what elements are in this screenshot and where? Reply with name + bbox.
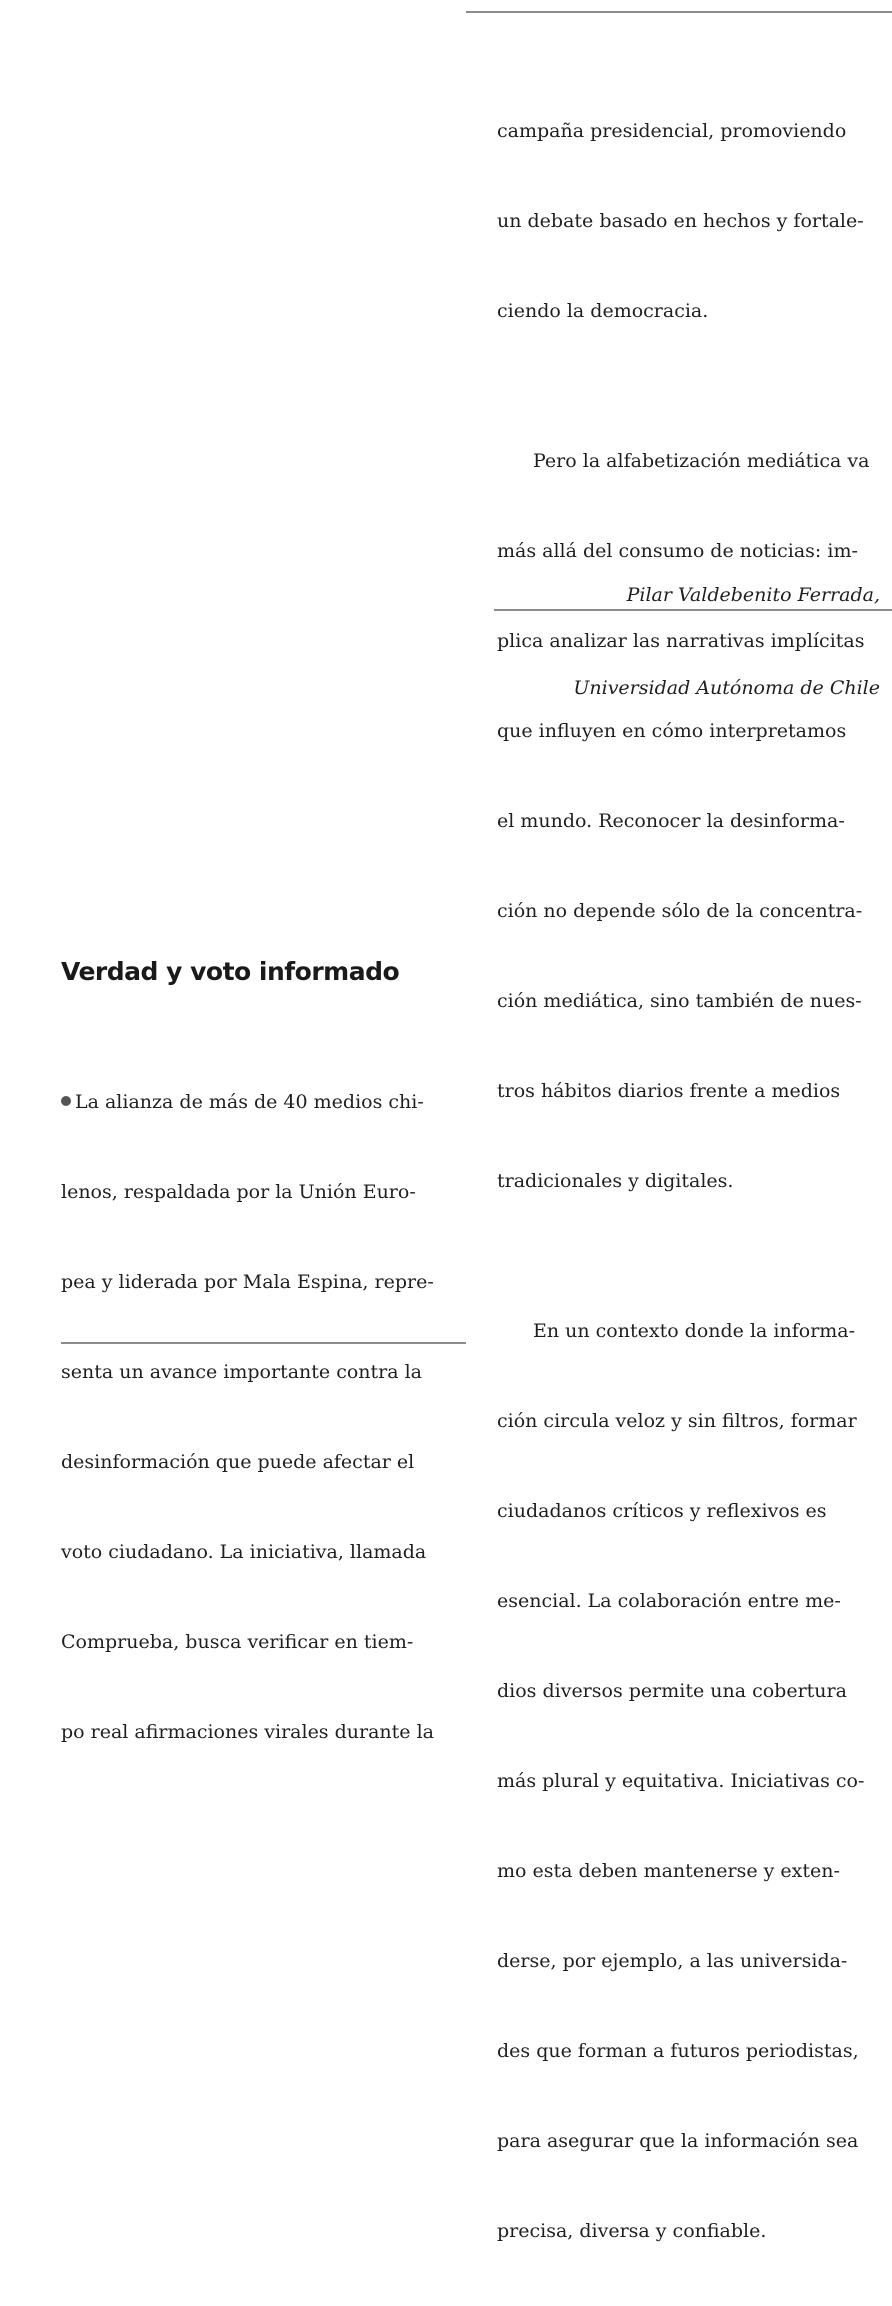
left-article-text <box>61 1027 466 1807</box>
right-column-text <box>497 56 892 2306</box>
text-line: más plural y equitativa. Iniciativas co- <box>497 1770 865 1792</box>
text-line: esencial. La colaboración entre me- <box>497 1590 841 1612</box>
text-line: En un contexto donde la informa- <box>533 1320 856 1342</box>
text-line: po real afirmaciones virales durante la <box>61 1721 434 1743</box>
author-signature <box>573 518 880 735</box>
text-line: tros hábitos diarios frente a medios <box>497 1080 841 1102</box>
text-line: ción no depende sólo de la concentra- <box>497 900 863 922</box>
signature-rule <box>494 609 892 611</box>
author-affiliation: Universidad Autónoma de Chile <box>573 677 880 699</box>
text-line: ciudadanos críticos y reflexivos es <box>497 1500 827 1522</box>
text-line: senta un avance importante contra la <box>61 1361 422 1383</box>
text-line: Comprueba, busca verificar en tiem- <box>61 1631 414 1653</box>
text-line: ción mediática, sino también de nues- <box>497 990 862 1012</box>
paragraph-3 <box>497 1256 892 2306</box>
text-line: un debate basado en hechos y fortale- <box>497 210 864 232</box>
text-line: derse, por ejemplo, a las universida- <box>497 1950 848 1972</box>
text-line: precisa, diversa y confiable. <box>497 2220 767 2242</box>
text-line-content: La alianza de más de 40 medios chi- <box>75 1091 424 1113</box>
text-line: que influyen en cómo interpretamos <box>497 720 847 742</box>
text-line: tradicionales y digitales. <box>497 1170 734 1192</box>
text-line: ción circula veloz y sin filtros, formar <box>497 1410 857 1432</box>
text-line: plica analizar las narrativas implícitas <box>497 630 865 652</box>
top-rule <box>466 11 892 13</box>
text-line: des que forman a futuros periodistas, <box>497 2040 859 2062</box>
paragraph-1 <box>497 56 892 386</box>
text-line: dios diversos permite una cobertura <box>497 1680 847 1702</box>
paragraph-2 <box>497 386 892 1256</box>
text-line <box>61 1087 466 1117</box>
author-name: Pilar Valdebenito Ferrada, <box>626 584 880 606</box>
text-line: más allá del consumo de noticias: im- <box>497 540 858 562</box>
text-line: el mundo. Reconocer la desinforma- <box>497 810 845 832</box>
article-headline: Verdad y voto informado <box>61 957 400 986</box>
text-line: para asegurar que la información sea <box>497 2130 859 2152</box>
bullet-icon <box>61 1096 71 1106</box>
text-line: desinformación que puede afectar el <box>61 1451 415 1473</box>
bottom-rule <box>61 1342 466 1344</box>
text-line: ciendo la democracia. <box>497 300 709 322</box>
article-paragraph <box>61 1027 466 1807</box>
text-line: voto ciudadano. La iniciativa, llamada <box>61 1541 427 1563</box>
text-line: Pero la alfabetización mediática va <box>533 450 870 472</box>
text-line: pea y liderada por Mala Espina, repre- <box>61 1271 434 1293</box>
text-line: lenos, respaldada por la Unión Euro- <box>61 1181 416 1203</box>
text-line: mo esta deben mantenerse y exten- <box>497 1860 840 1882</box>
text-line: campaña presidencial, promoviendo <box>497 120 847 142</box>
